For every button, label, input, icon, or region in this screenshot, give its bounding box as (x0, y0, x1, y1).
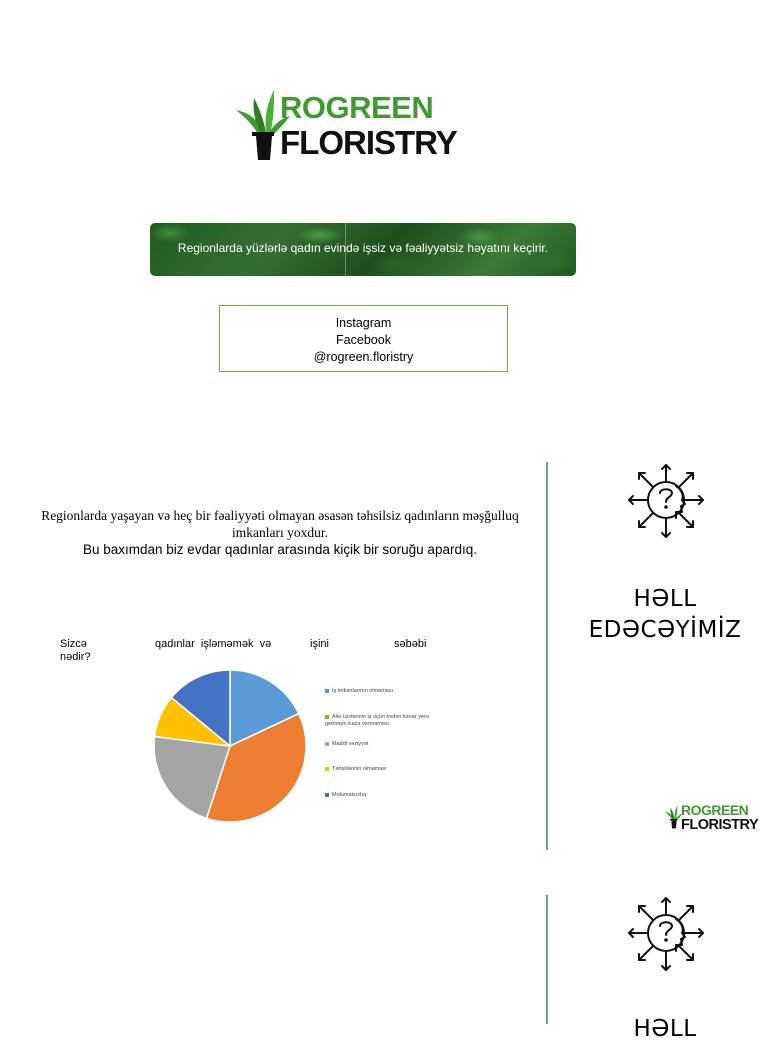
pie-chart (150, 668, 310, 828)
legend-swatch (325, 793, 329, 797)
legend-swatch (325, 689, 329, 693)
brand-logo (234, 88, 457, 164)
vertical-divider (546, 462, 548, 850)
brand-name-line2: FLORISTRY (280, 124, 457, 161)
solution-heading-2: HƏLL (633, 1016, 697, 1042)
legend-item (325, 688, 445, 695)
brand-small-line2: FLORISTRY (681, 817, 759, 833)
legend-label: Maddi vəziyyət (332, 741, 369, 747)
legend-label: Ailə üzvlərinin iş üçün evdən kənar yerə getməyə icazə verməməsi (325, 714, 429, 727)
problem-banner (150, 223, 576, 276)
solution-heading-line2: EDƏCƏYİMİZ (588, 617, 742, 643)
banner-text: Regionlarda yüzlərlə qadın evində işsiz və fəaliyyətsiz həyatını keçirir. (177, 241, 549, 255)
chart-title-word: nədir? (60, 651, 91, 663)
legend-swatch (325, 715, 329, 719)
legend-label: İş imkanlarının olmaması (332, 688, 394, 694)
solution-heading-line1: HƏLL (633, 586, 697, 612)
question-head-arrows-icon (626, 462, 706, 542)
chart-title-word: və (259, 638, 272, 650)
vertical-divider-2 (546, 895, 548, 1024)
intro-line3: Bu baxımdan biz evdar qadınlar arasında kiçik bir soruğu apardıq. (83, 542, 477, 557)
chart-title-part2 (155, 638, 271, 650)
legend-item (325, 766, 445, 773)
legend-item (325, 792, 445, 799)
legend-item (325, 714, 445, 728)
social-instagram[interactable]: Instagram (335, 316, 392, 330)
chart-title-part1 (60, 638, 91, 664)
intro-line1: Regionlarda yaşayan və heç bir fəaliyyəti olmayan əsasən təhsilsiz qadınların məşğulluq (41, 508, 519, 523)
chart-title-word: işini (310, 638, 329, 650)
intro-line2: imkanları yoxdur. (232, 525, 328, 540)
chart-title-word: qadınlar (155, 638, 195, 650)
intro-paragraph (20, 507, 540, 558)
chart-title-word: səbəbi (394, 638, 427, 650)
chart-title-word: Sizcə (60, 638, 87, 650)
social-links-box (219, 305, 508, 372)
legend-label: Məlumatsızlıq (332, 792, 366, 798)
brand-small-line1: ROGREEN (681, 802, 749, 818)
brand-logo-small (664, 800, 759, 836)
chart-title-word: işləməmək (200, 638, 254, 650)
legend-item (325, 741, 445, 748)
question-head-arrows-icon (626, 895, 706, 975)
social-handle[interactable]: @rogreen.floristry (313, 350, 414, 364)
legend-swatch (325, 742, 329, 746)
legend-label: Təhsillərinin olmaması (332, 766, 387, 772)
social-facebook[interactable]: Facebook (336, 333, 391, 347)
solution-heading (565, 584, 765, 646)
legend-swatch (325, 767, 329, 771)
brand-name-line1: ROGREEN (280, 90, 434, 125)
